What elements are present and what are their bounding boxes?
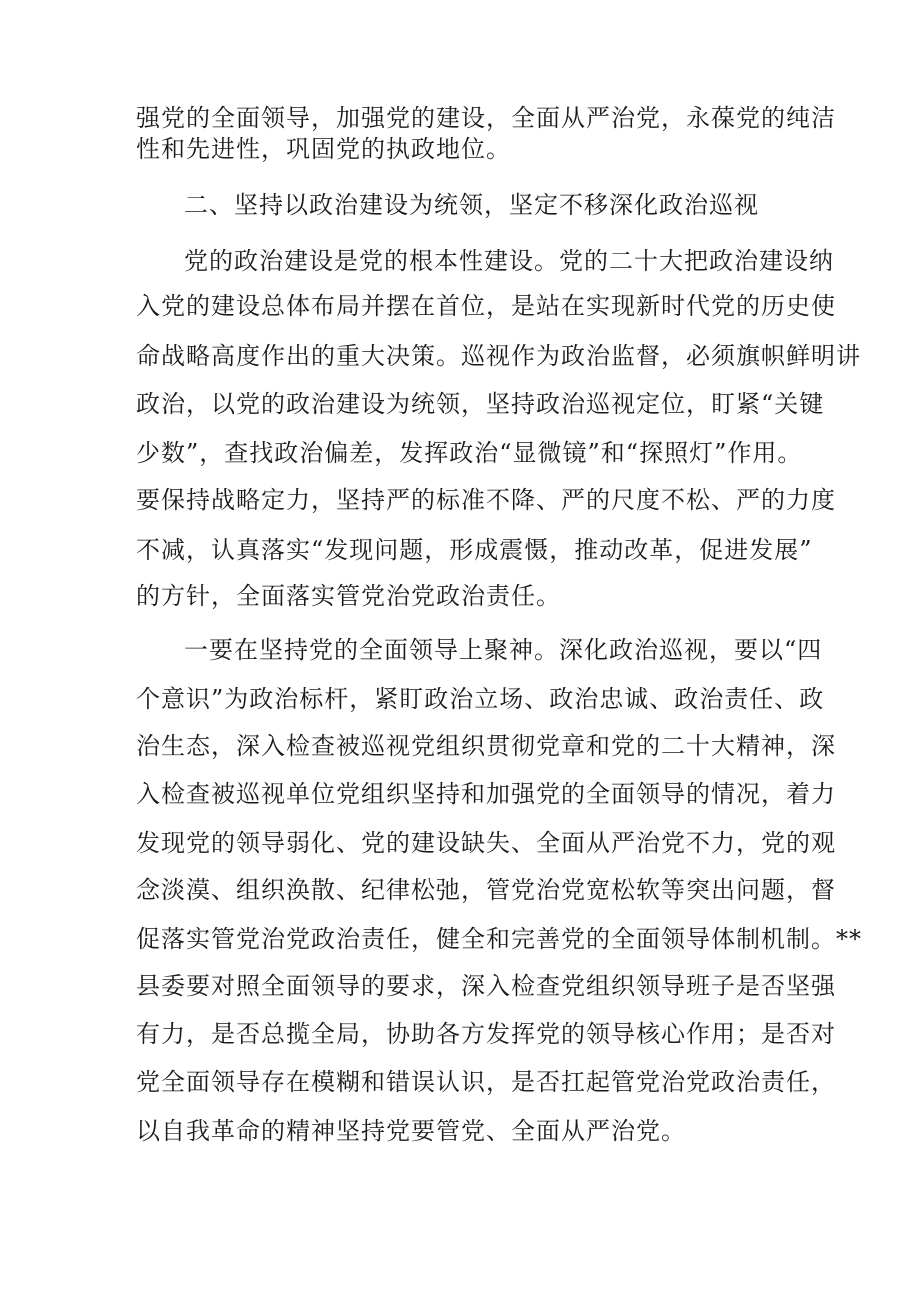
text-line: 要保持战略定力，坚持严的标准不降、严的尺度不松、严的力度 [136, 486, 836, 514]
text-line: 的方针，全面落实管党治党政治责任。 [136, 582, 561, 610]
text-line: 县委要对照全面领导的要求，深入检查党组织领导班子是否坚强 [136, 972, 836, 1000]
text-line: 促落实管党治党政治责任，健全和完善党的全面领导体制机制。** [136, 925, 862, 953]
text-line: 入检查被巡视单位党组织坚持和加强党的全面领导的情况，着力 [136, 780, 836, 808]
section-heading: 二、坚持以政治建设为统领，坚定不移深化政治巡视 [184, 191, 759, 219]
text-line: 入党的建设总体布局并摆在首位，是站在实现新时代党的历史使 [136, 292, 836, 320]
text-line: 一要在坚持党的全面领导上聚神。深化政治巡视，要以“四 [184, 636, 823, 664]
text-line: 命战略高度作出的重大决策。巡视作为政治监督，必须旗帜鲜明讲 [136, 342, 861, 370]
text-line: 不减，认真落实“发现问题，形成震慑，推动改革，促进发展” [136, 536, 813, 564]
text-line: 强党的全面领导，加强党的建设，全面从严治党，永葆党的纯洁 [136, 104, 836, 132]
text-line: 党全面领导存在模糊和错误认识，是否扛起管党治党政治责任， [136, 1068, 836, 1096]
text-line: 有力，是否总揽全局，协助各方发挥党的领导核心作用；是否对 [136, 1020, 836, 1048]
text-line: 治生态，深入检查被巡视党组织贯彻党章和党的二十大精神，深 [136, 732, 836, 760]
text-line: 以自我革命的精神坚持党要管党、全面从严治党。 [136, 1117, 686, 1145]
text-line: 发现党的领导弱化、党的建设缺失、全面从严治党不力，党的观 [136, 829, 836, 857]
text-line: 少数”，查找政治偏差，发挥政治“显微镜”和“探照灯”作用。 [136, 439, 803, 467]
text-line: 党的政治建设是党的根本性建设。党的二十大把政治建设纳 [184, 247, 834, 275]
text-line: 性和先进性，巩固党的执政地位。 [136, 135, 511, 163]
text-line: 政治，以党的政治建设为统领，坚持政治巡视定位，盯紧“关键 [136, 390, 825, 418]
text-line: 念淡漠、组织涣散、纪律松弛，管党治党宽松软等突出问题，督 [136, 876, 836, 904]
text-line: 个意识”为政治标杆，紧盯政治立场、政治忠诚、政治责任、政 [136, 685, 825, 713]
